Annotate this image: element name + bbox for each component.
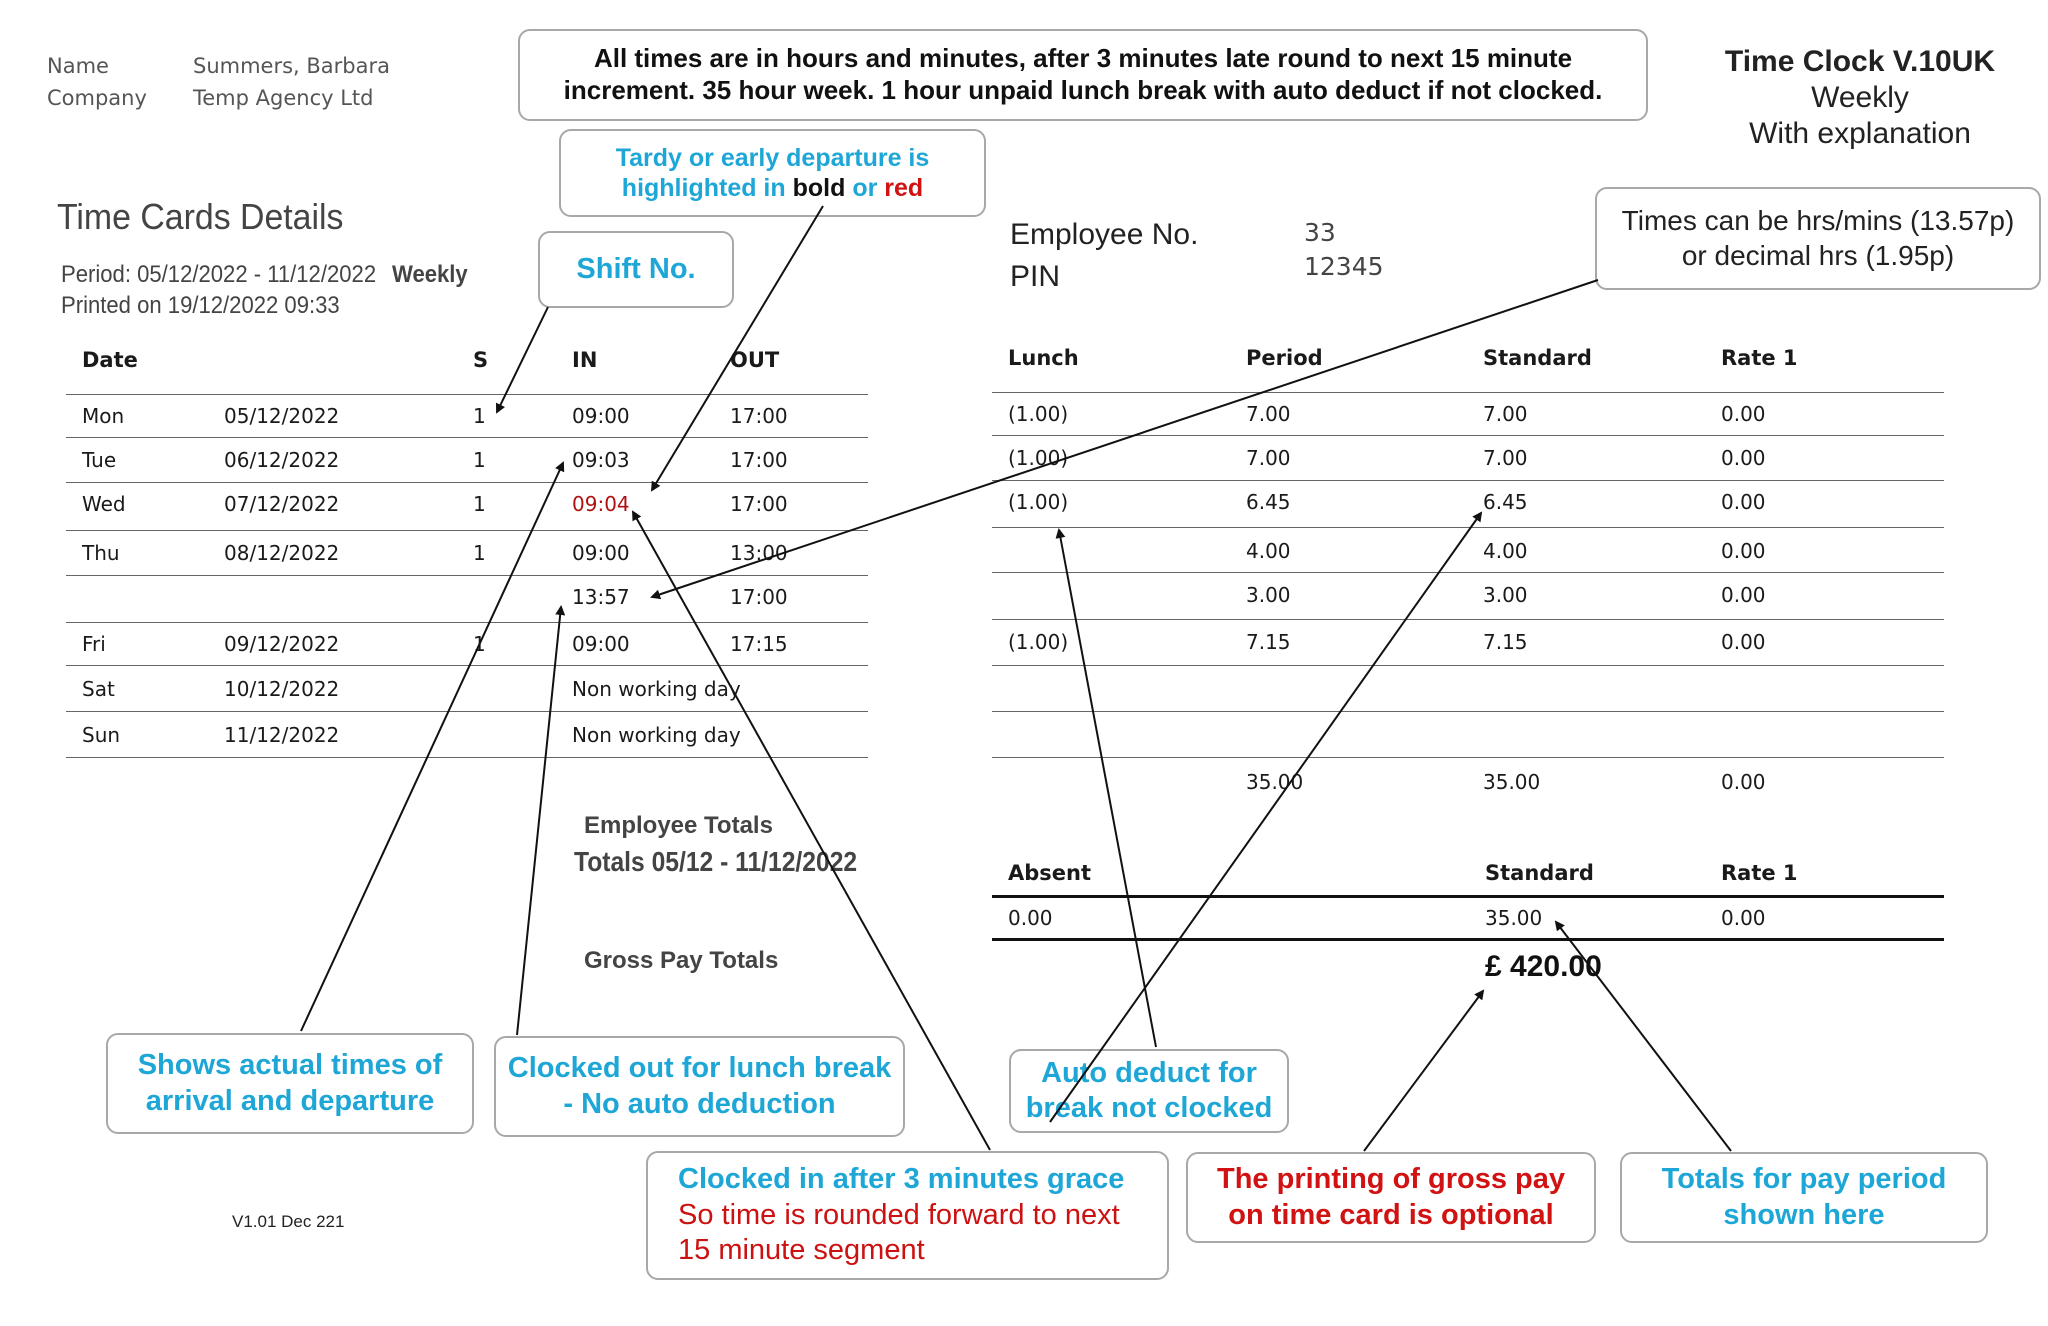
- row-lunch: (1.00): [1008, 446, 1069, 470]
- row-out: 17:00: [730, 404, 788, 428]
- col-header-lunch: Lunch: [1008, 346, 1079, 370]
- callout-tardy-part4: or: [852, 174, 878, 202]
- callout-shift-no-text: Shift No.: [576, 252, 696, 285]
- callout-totals-period: [1620, 1152, 1988, 1243]
- card-weekly: Weekly: [392, 261, 468, 288]
- row-shift: 1: [473, 404, 486, 428]
- summary-rule-top: [992, 895, 1944, 898]
- callout-shift-no: [538, 231, 734, 308]
- row-period: 3.00: [1246, 583, 1291, 607]
- right-rule: [992, 619, 1944, 620]
- app-title: [1690, 44, 2030, 152]
- row-period: 4.00: [1246, 539, 1291, 563]
- card-printed: Printed on 19/12/2022 09:33: [61, 292, 340, 319]
- callout-actual-times: [106, 1033, 474, 1134]
- row-out: 17:00: [730, 492, 788, 516]
- callout-totals-period-line1: Totals for pay period: [1661, 1163, 1947, 1196]
- summary-standard-value: 35.00: [1485, 906, 1543, 930]
- row-rate1: 0.00: [1721, 490, 1766, 514]
- total-rate1: 0.00: [1721, 770, 1766, 794]
- row-date: 05/12/2022: [224, 404, 340, 428]
- callout-actual-times-line1: Shows actual times of: [137, 1049, 443, 1082]
- summary-standard-header: Standard: [1485, 861, 1594, 885]
- row-period: 7.00: [1246, 402, 1291, 426]
- callout-tardy-part2: highlighted in: [621, 174, 786, 202]
- row-in: 09:00: [572, 541, 630, 565]
- right-rule: [992, 711, 1944, 712]
- row-date: 07/12/2022: [224, 492, 340, 516]
- row-day: Wed: [82, 492, 126, 516]
- right-rule: [992, 572, 1944, 573]
- left-rule: [66, 437, 868, 438]
- left-rule: [66, 665, 868, 666]
- app-title-line2: Weekly: [1811, 81, 1909, 114]
- total-period: 35.00: [1246, 770, 1304, 794]
- row-in-late: 09:04: [572, 492, 630, 516]
- right-rule: [992, 480, 1944, 481]
- col-header-out: OUT: [730, 348, 780, 372]
- summary-rate1-value: 0.00: [1721, 906, 1766, 930]
- row-in: 09:03: [572, 448, 630, 472]
- callout-gross-optional: [1186, 1152, 1596, 1243]
- header-note: [518, 29, 1648, 121]
- row-day: Sat: [82, 677, 115, 701]
- row-out: 17:00: [730, 448, 788, 472]
- row-date: 06/12/2022: [224, 448, 340, 472]
- callout-grace: [646, 1151, 1169, 1280]
- callout-clocked-out-line1: Clocked out for lunch break: [507, 1052, 892, 1085]
- row-date: 11/12/2022: [224, 723, 340, 747]
- absent-header: Absent: [1008, 861, 1092, 885]
- gross-pay-totals-label: Gross Pay Totals: [584, 947, 779, 974]
- col-header-standard: Standard: [1483, 346, 1592, 370]
- pin-label: PIN: [1010, 260, 1061, 293]
- left-rule: [66, 530, 868, 531]
- arrow-actual-times: [301, 463, 563, 1031]
- right-rule: [992, 527, 1944, 528]
- header-note-line2: increment. 35 hour week. 1 hour unpaid lunch break with auto deduct if not clocked.: [563, 75, 1603, 105]
- row-shift: 1: [473, 492, 486, 516]
- row-in: Non working day: [572, 677, 741, 701]
- row-shift: 1: [473, 541, 486, 565]
- left-rule: [66, 711, 868, 712]
- company-label: Company: [47, 86, 147, 110]
- row-standard: 6.45: [1483, 490, 1528, 514]
- emp-no-label: Employee No.: [1010, 218, 1199, 251]
- col-header-date: Date: [82, 348, 138, 372]
- callout-auto-deduct-line1: Auto deduct for: [1041, 1056, 1257, 1089]
- totals-range: Totals 05/12 - 11/12/2022: [574, 846, 858, 877]
- row-rate1: 0.00: [1721, 402, 1766, 426]
- row-out: 17:00: [730, 585, 788, 609]
- row-shift: 1: [473, 448, 486, 472]
- left-rule: [66, 394, 868, 395]
- callout-times-format-line1: Times can be hrs/mins (13.57p): [1621, 205, 2015, 237]
- summary-rule-bottom: [992, 938, 1944, 941]
- summary-rate1-header: Rate 1: [1721, 861, 1798, 885]
- callout-grace-line1: Clocked in after 3 minutes grace: [678, 1163, 1125, 1196]
- row-in: 13:57: [572, 585, 630, 609]
- row-standard: 3.00: [1483, 583, 1528, 607]
- callout-times-format: [1595, 187, 2041, 290]
- row-period: 7.00: [1246, 446, 1291, 470]
- callout-gross-optional-line1: The printing of gross pay: [1216, 1163, 1565, 1196]
- row-date: 09/12/2022: [224, 632, 340, 656]
- callout-grace-line2: So time is rounded forward to next: [678, 1198, 1120, 1231]
- row-lunch: (1.00): [1008, 630, 1069, 654]
- callout-tardy-part5: red: [884, 174, 924, 202]
- row-rate1: 0.00: [1721, 539, 1766, 563]
- row-standard: 4.00: [1483, 539, 1528, 563]
- row-date: 08/12/2022: [224, 541, 340, 565]
- card-title: Time Cards Details: [57, 196, 344, 237]
- row-day: Sun: [82, 723, 121, 747]
- left-rule: [66, 482, 868, 483]
- arrow-auto-deduct-lunch: [1059, 530, 1156, 1047]
- row-shift: 1: [473, 632, 486, 656]
- row-rate1: 0.00: [1721, 630, 1766, 654]
- row-period: 6.45: [1246, 490, 1291, 514]
- callout-actual-times-line2: arrival and departure: [145, 1084, 435, 1117]
- callout-grace-line3: 15 minute segment: [678, 1234, 925, 1267]
- arrow-times-format: [652, 280, 1598, 597]
- row-lunch: (1.00): [1008, 402, 1069, 426]
- name-value: Summers, Barbara: [193, 54, 391, 78]
- row-out: 13:00: [730, 541, 788, 565]
- row-standard: 7.00: [1483, 402, 1528, 426]
- row-standard: 7.00: [1483, 446, 1528, 470]
- callout-auto-deduct-line2: break not clocked: [1025, 1092, 1273, 1124]
- version-label: V1.01 Dec 221: [232, 1212, 345, 1231]
- row-in: 09:00: [572, 632, 630, 656]
- right-rule: [992, 757, 1944, 758]
- callout-clocked-out-line2: - No auto deduction: [563, 1087, 836, 1120]
- callout-clocked-out: [494, 1036, 905, 1137]
- callout-tardy-part3: bold: [792, 174, 846, 202]
- row-in: Non working day: [572, 723, 741, 747]
- col-header-period: Period: [1246, 346, 1323, 370]
- right-rule: [992, 392, 1944, 393]
- row-rate1: 0.00: [1721, 583, 1766, 607]
- callout-gross-optional-line2: on time card is optional: [1228, 1198, 1554, 1231]
- row-day: Tue: [82, 448, 117, 472]
- right-rule: [992, 435, 1944, 436]
- row-date: 10/12/2022: [224, 677, 340, 701]
- callout-times-format-line2: or decimal hrs (1.95p): [1681, 239, 1955, 271]
- app-title-line1: Time Clock V.10UK: [1724, 45, 1996, 78]
- left-rule: [66, 757, 868, 758]
- app-title-line3: With explanation: [1749, 117, 1971, 150]
- col-header-in: IN: [572, 348, 598, 372]
- total-standard: 35.00: [1483, 770, 1541, 794]
- header-note-line1: All times are in hours and minutes, after 3 minutes late round to next 15 minute: [593, 43, 1573, 74]
- emp-no-value: 33: [1304, 218, 1336, 247]
- row-lunch: (1.00): [1008, 490, 1069, 514]
- col-header-rate1: Rate 1: [1721, 346, 1798, 370]
- callout-tardy-line1: Tardy or early departure is: [615, 143, 930, 172]
- right-rule: [992, 665, 1944, 666]
- company-value: Temp Agency Ltd: [193, 86, 374, 110]
- row-day: Fri: [82, 632, 106, 656]
- arrow-clocked-out: [517, 607, 561, 1035]
- callout-tardy-line2: [622, 173, 923, 204]
- row-out: 17:15: [730, 632, 788, 656]
- row-rate1: 0.00: [1721, 446, 1766, 470]
- absent-value: 0.00: [1008, 906, 1053, 930]
- row-period: 7.15: [1246, 630, 1291, 654]
- arrow-shift-no: [497, 307, 548, 412]
- callout-auto-deduct: [1009, 1049, 1289, 1133]
- left-rule: [66, 622, 868, 623]
- callout-tardy: [559, 129, 986, 217]
- row-in: 09:00: [572, 404, 630, 428]
- row-day: Mon: [82, 404, 125, 428]
- row-day: Thu: [82, 541, 120, 565]
- col-header-s: S: [473, 348, 489, 372]
- name-label: Name: [47, 54, 109, 78]
- left-rule: [66, 575, 868, 576]
- pin-value: 12345: [1304, 252, 1384, 281]
- callout-totals-period-line2: shown here: [1723, 1198, 1885, 1231]
- arrow-gross-optional: [1364, 991, 1483, 1151]
- gross-pay-value: £ 420.00: [1485, 950, 1602, 983]
- employee-totals-label: Employee Totals: [584, 812, 773, 839]
- row-standard: 7.15: [1483, 630, 1528, 654]
- card-period: Period: 05/12/2022 - 11/12/2022: [61, 261, 377, 288]
